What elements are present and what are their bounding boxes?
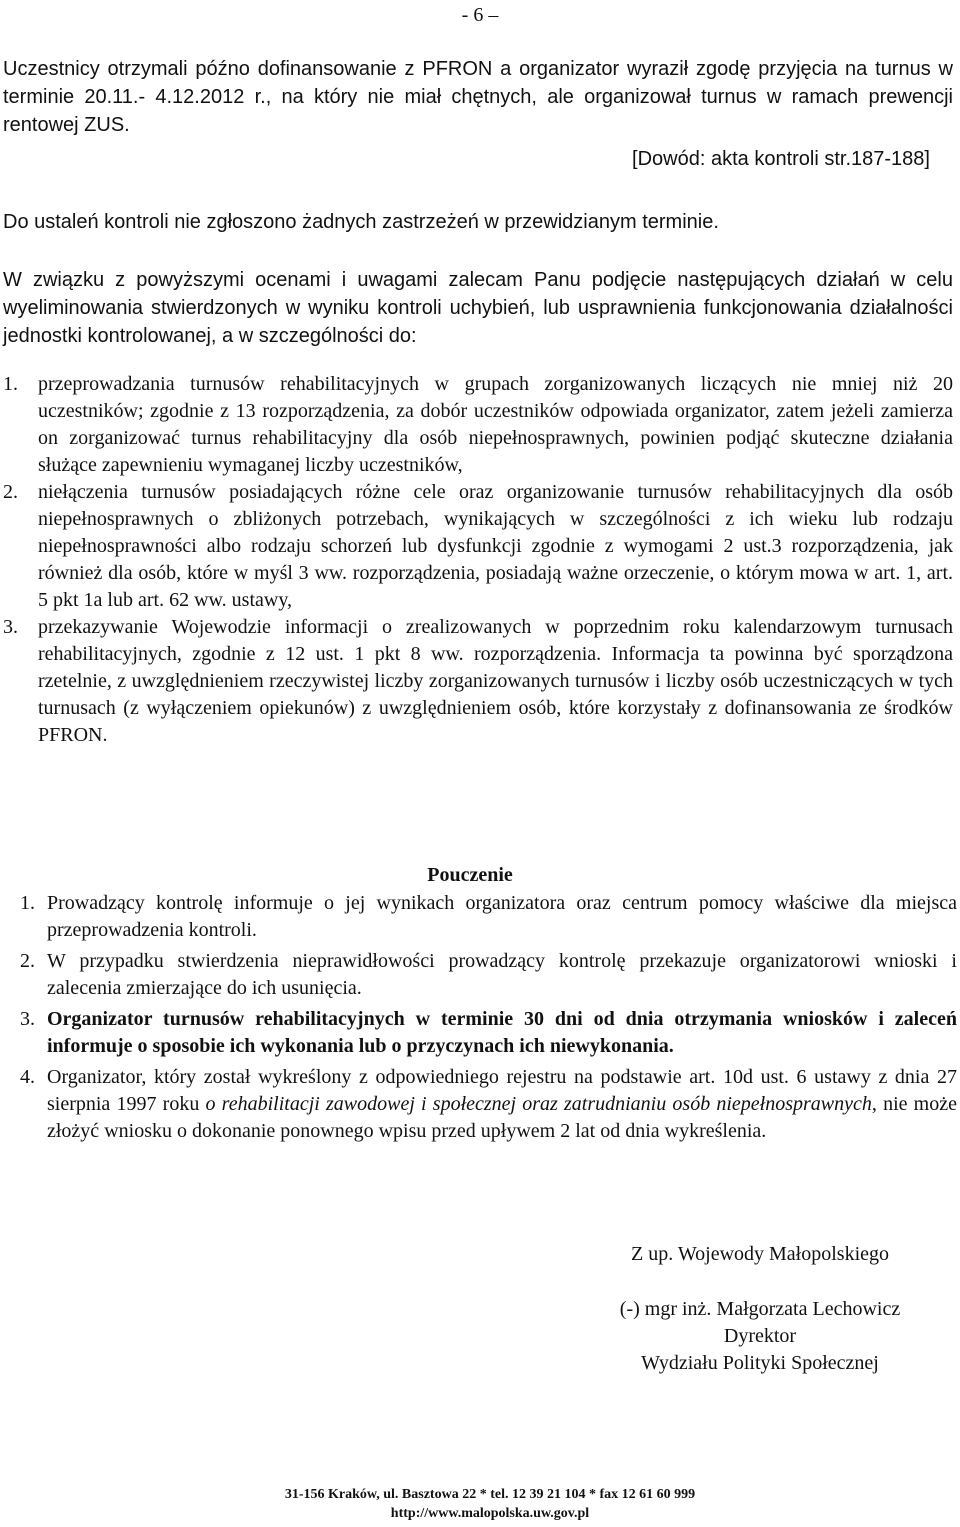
signature-title: Dyrektor [723, 1325, 797, 1347]
recommendations-list [3, 371, 953, 749]
list-item-text: niełączenia turnusów posiadających różne cele oraz organizowanie turnusów rehabilitacyjnych dla osób niepełnosprawnych o zbliżonych potrzebach, wynikających w szczególności z ich wieku lub rodzaju niepełnosprawności albo rodzaju schorzeń lub dysfunkcji zgodnie z wymogami 2 ust.3 rozporządzenia, jak również dla osób, które w myśl 3 ww. rozporządzenia, posiadają ważne orzeczenie, o którym mowa w art. 1, art. 5 pkt 1a lub art. 62 ww. ustawy, [38, 481, 953, 611]
pouczenie-list [20, 890, 957, 1149]
list-item-text-a: Organizator, który został wykreślony z odpowiedniego rejestru na podstawie art. 10d ust. 6 ustawy z dnia 27 sierpnia 1997 roku [47, 1066, 957, 1115]
evidence-reference: [Dowód: akta kontroli str.187-188] [632, 148, 930, 170]
signature-department: Wydziału Polityki Społecznej [641, 1352, 879, 1374]
list-item-text-b: , nie może złożyć wniosku o dokonanie ponownego wpisu przed upływem 2 lat od dnia wykreślenia. [47, 1093, 957, 1142]
footer [0, 1485, 960, 1523]
no-objections-statement: Do ustaleń kontroli nie zgłoszono żadnych zastrzeżeń w przewidzianym terminie. [3, 211, 719, 233]
list-item-text: W przypadku stwierdzenia nieprawidłowości prowadzący kontrolę przekazuje organizatorowi wnioski i zalecenia zmierzające do ich usunięcia. [47, 950, 957, 999]
intro-paragraph: Uczestnicy otrzymali późno dofinansowanie z PFRON a organizator wyraził zgodę przyjęcia na turnus w terminie 20.11.- 4.12.2012 r., na który nie miał chętnych, ale organizował turnus w ramach prewencji rentowej ZUS. [3, 58, 953, 136]
footer-url: http://www.malopolska.uw.gov.pl [390, 1506, 590, 1521]
list-item-text: Organizator turnusów rehabilitacyjnych w terminie 30 dni od dnia otrzymania wniosków i zaleceń informuje o sposobie ich wykonania lub o przyczynach ich niewykonania. [47, 1008, 957, 1057]
list-item [20, 1006, 957, 1060]
list-item-number: 4. [20, 1066, 35, 1088]
pouczenie-heading: Pouczenie [427, 864, 513, 886]
list-item-text: Prowadzący kontrolę informuje o jej wynikach organizatora oraz centrum pomocy właściwe dla miejsca przeprowadzenia kontroli. [47, 892, 957, 941]
list-item-text: przekazywanie Wojewodzie informacji o zrealizowanych w poprzednim roku kalendarzowym turnusach rehabilitacyjnych, zgodnie z 12 ust. 1 pkt 8 ww. rozporządzenia. Informacja ta powinna być sporządzona rzetelnie, z uwzględnieniem rzeczywistej liczby zorganizowanych turnusów i liczby osób uczestniczących w tych turnusach (z wyłączeniem opiekunów) z uwzględnieniem osób, które korzystały z dofinansowania ze środków PFRON. [38, 616, 953, 746]
signature-line-1: Z up. Wojewody Małopolskiego [631, 1243, 889, 1265]
list-item-number: 1. [20, 892, 35, 914]
recommendations-intro: W związku z powyższymi ocenami i uwagami zalecam Panu podjęcie następujących działań w celu wyeliminowania stwierdzonych w wyniku kontroli uchybień, lub usprawnienia funkcjonowania działalności jednostki kontrolowanej, a w szczególności do: [3, 269, 953, 347]
signature-line-2: (-) mgr inż. Małgorzata Lechowicz [619, 1298, 901, 1320]
list-item-text: przeprowadzania turnusów rehabilitacyjnych w grupach zorganizowanych liczących nie mniej niż 20 uczestników; zgodnie z 13 rozporządzenia, za dobór uczestników odpowiada organizator, zatem jeżeli zamierza on zorganizować turnus rehabilitacyjny dla osób niepełnosprawnych, powinien podjąć skuteczne działania służące zapewnieniu wymaganej liczby uczestników, [38, 373, 953, 476]
list-item [20, 1064, 957, 1145]
list-item [3, 614, 953, 749]
list-item [3, 371, 953, 479]
list-item-number: 3. [20, 1008, 35, 1030]
list-item-number: 1. [3, 373, 18, 395]
list-item-number: 2. [20, 950, 35, 972]
list-item [3, 479, 953, 614]
list-item [20, 948, 957, 1002]
list-item-number: 3. [3, 616, 18, 638]
list-item-number: 2. [3, 481, 18, 503]
list-item [20, 890, 957, 944]
act-title: o rehabilitacji zawodowej i społecznej oraz zatrudnianiu osób niepełnosprawnych [205, 1093, 872, 1115]
footer-address: 31-156 Kraków, ul. Basztowa 22 * tel. 12 39 21 104 * fax 12 61 60 999 [284, 1487, 696, 1502]
page-number: - 6 – [461, 4, 499, 26]
